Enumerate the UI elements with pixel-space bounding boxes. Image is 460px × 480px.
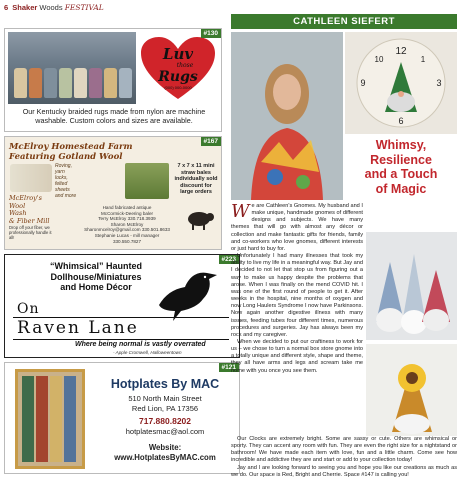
svg-text:3: 3 (436, 78, 442, 88)
page-number: 6 (4, 3, 9, 12)
hotplates-ad (4, 362, 240, 474)
heart-line2: those (176, 62, 194, 69)
raven-tagline: Where being normal is vastly overrated (75, 341, 206, 348)
info-line: Stephanie Lucas - mill manager (94, 232, 160, 238)
ad-number-badge: #223 (219, 255, 239, 264)
article-heading: CATHLEEN SIEFERT (231, 14, 457, 29)
drop-cap: W (231, 201, 250, 222)
heart-logo (139, 35, 217, 101)
website-label: Website: (148, 443, 182, 452)
paragraph: Jay and I are looking forward to seeing you and hope you like our creations as much as we do. Our space is Red, Bright and Cherrie. Space #147 is calling you! (231, 464, 457, 478)
heart-line1: Luv (162, 45, 194, 63)
paragraph: When we decided to put our craftiness to work for us – we chose to turn a normal box store gnome into a totally unique and different style, shape and theme, they all have arms and legs and scream take me home with you once you see them. (231, 338, 363, 374)
hotplate-photo (15, 369, 85, 469)
rugs-ad (4, 28, 222, 132)
sheep-icon (185, 209, 215, 231)
heart-phone: (000) 000-0000 (164, 85, 192, 90)
rugs-photo (8, 32, 136, 104)
farm-title-line1: McElroy Homestead Farm (9, 142, 133, 152)
info-line: Terry McElroy 330.718.3939 (98, 216, 156, 222)
info-line: McCormick-Deering baler (100, 210, 154, 216)
page-header (4, 3, 104, 12)
raven-icon (155, 265, 219, 323)
svg-text:1: 1 (420, 55, 426, 64)
info-line: Hand fabricated antique (102, 205, 152, 210)
wool-item: yarn (55, 169, 65, 175)
wool-item: felted (55, 181, 68, 187)
wool-item: locks, (55, 175, 68, 181)
raven-lane-ad (4, 254, 240, 358)
paragraph: Unfortunately I had many illnesses that took my ability to live my life in a meaningful way. But Jay and I decided to not let that stop us from figuring out a way to make us happy despite the problems that arose. When I was finally on the mend COVID hit. I was one of the first round of people to get it. After weeks in the hospital, nine months of oxygen and now Long Haulers Syndrome I now have Parkinsons. Now again another digestive illness with many issues, feeding tubes four different times, numerous procedures and surgeries. Jay has always been my rock and my caregiver. (231, 253, 363, 338)
svg-text:10: 10 (374, 55, 384, 64)
article-title (345, 138, 457, 196)
title-line: and a Touch (364, 167, 438, 181)
title-line: Whimsy, (375, 138, 427, 152)
raven-head-line3: and Home Décor (60, 282, 132, 292)
paragraph: e are Cathleen's Gnomes. My husband and I make unique, handmade gnomes of different designs and subjects. We have many themes that will go with almost any décor or collection and make fantastic gifts for friends, family and co-workers who love gnomes, different interests or just hard to buy for. (231, 203, 363, 252)
info-line: Sharon McElroy (110, 221, 144, 227)
raven-head-line1: “Whimsical” Haunted (49, 261, 142, 271)
sunflower-gnome-photo (366, 344, 457, 436)
raven-on: On (17, 301, 40, 317)
info-line: Sharonmcelroy@gmail.com 330.501.8633 (84, 227, 170, 233)
mill-line1: McElroy's (9, 194, 42, 202)
wool-mill (9, 195, 57, 240)
title-line: Resilience (370, 152, 432, 167)
clock-photo (345, 32, 457, 134)
farm-title-line2: Featuring Gotland Wool (9, 152, 123, 162)
farm-contact (65, 205, 189, 244)
brand-name-2: Woods (39, 3, 63, 12)
rugs-caption: Our Kentucky braided rugs made from nylon are machine washable. Custom colors and sizes are available. (22, 107, 206, 125)
portrait-photo (231, 32, 343, 200)
raven-lane-logo: Raven Lane (13, 317, 229, 340)
phone-number: 717.880.8202 (139, 416, 191, 426)
raven-headline (31, 261, 161, 293)
brand-name: Shaker (12, 3, 38, 12)
wool-list (55, 163, 76, 199)
website-url: www.HotplatesByMAC.com (114, 453, 216, 462)
address-line1: 510 North Main Street (128, 394, 202, 403)
gnomes-photo (366, 232, 457, 340)
mill-line3: Wash (9, 209, 27, 217)
ad-number-badge: #130 (201, 29, 221, 38)
wool-item: Roving, (55, 163, 72, 169)
svg-text:6: 6 (398, 116, 404, 126)
mill-line4: & Fiber Mill (9, 216, 50, 225)
wool-item: sheets (55, 187, 70, 193)
festival-label: FESTIVAL (64, 3, 104, 12)
ad-number-badge: #167 (201, 137, 221, 146)
address-line2: Red Lion, PA 17356 (131, 404, 199, 413)
email-address: hotplatesmac@aol.com (125, 427, 205, 436)
wool-bags-photo (10, 164, 52, 192)
paragraph: Our Clocks are extremely bright. Some are sassy or cute. Others are whimsical or sporty. They can accent any room with fun. They are even the right size for a nightstand or bathroom! We have made each item with love, fun and a little charm. Come see how incredible and addictive they are and start or add to your collection today! (231, 436, 457, 464)
mill-line2: Wool (9, 201, 26, 210)
svg-text:12: 12 (395, 46, 407, 57)
farm-ad (4, 136, 222, 250)
svg-text:9: 9 (360, 78, 366, 88)
farmer-photo (125, 163, 169, 199)
info-line: 330.550.7827 (112, 238, 142, 244)
article-body-bottom (231, 436, 457, 479)
ad-number-badge: #121 (219, 363, 239, 372)
bale-offer: 7 x 7 x 11 mini straw bales individually sold discount for large orders (174, 163, 218, 195)
article-body-column (231, 203, 363, 375)
farm-title (9, 142, 133, 162)
raven-head-line2: Dollhouse/Miniatures (50, 271, 142, 282)
title-line: of Magic (375, 181, 427, 196)
wool-item: and more (55, 193, 77, 199)
raven-quote: - Apple Cromwell, Halloweentown (113, 350, 182, 355)
mill-note: Drop off your fiber, we professionally handle it all! (9, 225, 52, 240)
business-name: Hotplates By MAC (110, 377, 220, 391)
heart-line3: Rugs (158, 69, 198, 85)
